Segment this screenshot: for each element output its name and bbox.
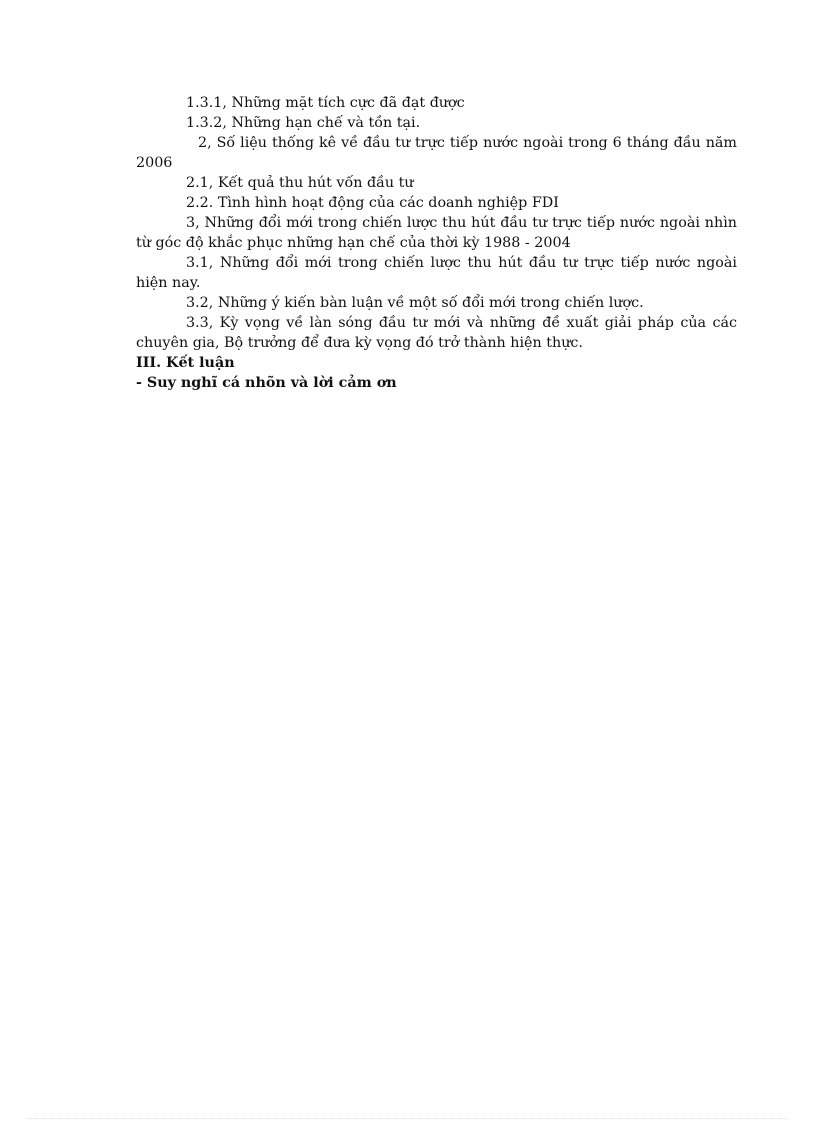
paragraph-1-3-2: 1.3.2, Những hạn chế và tồn tại. xyxy=(186,115,421,131)
paragraph-2: 2, Số liệu thống kê về đầu tư trực tiếp nước ngoài trong 6 tháng đầu năm 2006 xyxy=(136,135,737,171)
page-bottom-divider xyxy=(28,1118,788,1119)
paragraph-2-2: 2.2. Tình hình hoạt động của các doanh nghiệp FDI xyxy=(186,195,559,211)
paragraph-3-3: 3.3, Kỳ vọng về làn sóng đầu tư mới và những đề xuất giải pháp của các chuyên gia, Bộ trưởng để đưa kỳ vọng đó trở thành hiện thực. xyxy=(136,315,737,351)
paragraph-1-3-1: 1.3.1, Những mặt tích cực đã đạt được xyxy=(186,95,465,111)
paragraph-3-2: 3.2, Những ý kiến bàn luận về một số đổi mới trong chiến lược. xyxy=(186,295,644,311)
document-body xyxy=(136,93,737,393)
paragraph-3-1: 3.1, Những đổi mới trong chiến lược thu hút đầu tư trực tiếp nước ngoài hiện nay. xyxy=(136,255,737,291)
section-heading-conclusion: III. Kết luận xyxy=(136,355,235,371)
paragraph-3: 3, Những đổi mới trong chiến lược thu hút đầu tư trực tiếp nước ngoài nhìn từ góc độ khắc phục những hạn chế của thời kỳ 1988 - 2004 xyxy=(136,215,737,251)
closing-line: - Suy nghĩ cá nhõn và lời cảm ơn xyxy=(136,375,397,391)
paragraph-2-1: 2.1, Kết quả thu hút vốn đầu tư xyxy=(186,175,414,191)
